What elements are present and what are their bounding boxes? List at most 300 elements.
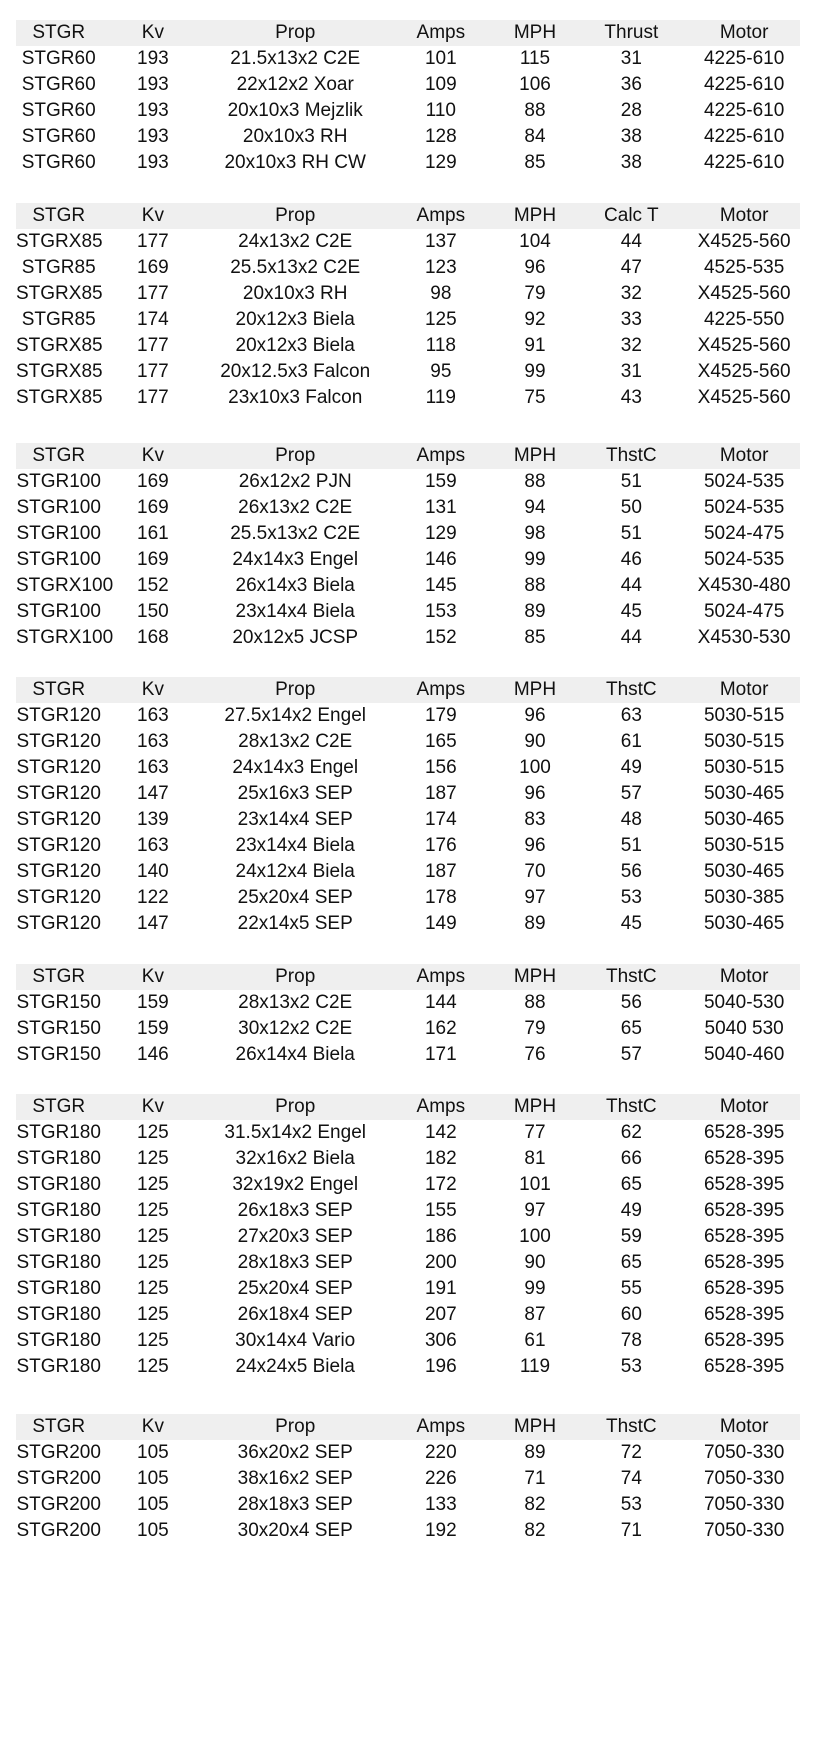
thrust-cell: 59 (620, 1226, 642, 1247)
table-row (16, 625, 800, 651)
kv-cell: 125 (137, 1226, 169, 1247)
thrust-cell: 60 (620, 1304, 642, 1325)
motor-cell: 4225-610 (703, 152, 785, 173)
amps-cell: 178 (424, 887, 457, 908)
table-row (16, 72, 800, 98)
column-header: MPH (496, 964, 575, 990)
kv-cell: 169 (137, 549, 169, 570)
mph-cell: 99 (524, 549, 546, 570)
kv-cell: 105 (137, 1494, 169, 1515)
amps-cell: 226 (424, 1468, 457, 1489)
motor-cell: 6528-395 (703, 1304, 785, 1325)
amps-cell: 145 (424, 575, 457, 596)
motor-cell: 5030-465 (703, 809, 785, 830)
motor-cell: 5040-530 (703, 992, 785, 1013)
thrust-cell: 48 (620, 809, 642, 830)
stgr-cell: STGR100 (16, 601, 101, 622)
column-header: ThstC (574, 964, 688, 990)
stgr-cell: STGR60 (21, 152, 96, 173)
amps-cell: 191 (424, 1278, 457, 1299)
amps-cell: 152 (424, 627, 457, 648)
amps-cell: 192 (424, 1520, 457, 1541)
table-row (16, 599, 800, 625)
column-header: Kv (101, 964, 204, 990)
amps-cell: 174 (424, 809, 457, 830)
kv-cell: 177 (137, 361, 169, 382)
column-header: Prop (204, 203, 386, 229)
thrust-cell: 43 (620, 387, 642, 408)
column-header: Motor (688, 443, 800, 469)
thrust-cell: 71 (620, 1520, 642, 1541)
stgr-cell: STGR120 (16, 731, 101, 752)
table-row (16, 385, 800, 411)
motor-cell: X4530-530 (697, 627, 791, 648)
column-header: ThstC (574, 1094, 688, 1120)
column-header: STGR (16, 203, 101, 229)
stgr-cell: STGRX85 (16, 231, 103, 252)
thrust-cell: 74 (620, 1468, 642, 1489)
kv-cell: 122 (137, 887, 169, 908)
motor-cell: 5030-385 (703, 887, 785, 908)
prop-cell: 26x14x4 Biela (235, 1044, 355, 1065)
mph-cell: 99 (524, 361, 546, 382)
mph-cell: 70 (524, 861, 546, 882)
column-header: ThstC (574, 677, 688, 703)
table-row (16, 495, 800, 521)
mph-cell: 89 (524, 1442, 546, 1463)
kv-cell: 193 (137, 74, 169, 95)
stgr-cell: STGR120 (16, 757, 101, 778)
table-row (16, 1042, 800, 1068)
prop-cell: 26x13x2 C2E (238, 497, 353, 518)
kv-cell: 150 (137, 601, 169, 622)
thrust-cell: 53 (620, 1494, 642, 1515)
stgr-cell: STGRX85 (16, 283, 103, 304)
mph-cell: 101 (519, 1174, 551, 1195)
kv-cell: 152 (137, 575, 169, 596)
amps-cell: 149 (424, 913, 457, 934)
stgr-cell: STGR150 (16, 1018, 101, 1039)
amps-cell: 172 (424, 1174, 457, 1195)
table-row (16, 1172, 800, 1198)
thrust-cell: 65 (620, 1174, 642, 1195)
motor-cell: X4525-560 (697, 231, 791, 252)
motor-cell: 5024-475 (703, 523, 785, 544)
prop-cell: 26x14x3 Biela (235, 575, 355, 596)
amps-cell: 123 (424, 257, 457, 278)
motor-cell: 5040 530 (704, 1018, 784, 1039)
mph-cell: 85 (524, 152, 546, 173)
spec-table (16, 443, 800, 651)
stgr-cell: STGRX85 (16, 361, 103, 382)
mph-cell: 91 (524, 335, 546, 356)
column-header: Motor (688, 677, 800, 703)
amps-cell: 110 (425, 100, 456, 121)
mph-cell: 96 (524, 835, 546, 856)
prop-cell: 24x13x2 C2E (238, 231, 353, 252)
amps-cell: 162 (424, 1018, 457, 1039)
kv-cell: 125 (137, 1304, 169, 1325)
mph-cell: 85 (524, 627, 546, 648)
spec-table (16, 20, 800, 176)
prop-cell: 30x14x4 Vario (235, 1330, 356, 1351)
kv-cell: 147 (137, 783, 169, 804)
kv-cell: 125 (137, 1174, 169, 1195)
prop-cell: 20x12x3 Biela (235, 309, 355, 330)
column-header: Prop (204, 443, 386, 469)
column-header: Amps (386, 1414, 495, 1440)
thrust-cell: 44 (620, 627, 642, 648)
thrust-cell: 53 (620, 887, 642, 908)
thrust-cell: 65 (620, 1252, 642, 1273)
motor-cell: X4525-560 (697, 361, 791, 382)
amps-cell: 128 (424, 126, 457, 147)
table-row (16, 1328, 800, 1354)
prop-cell: 25x20x4 SEP (237, 887, 353, 908)
stgr-cell: STGR60 (21, 48, 96, 69)
mph-cell: 104 (519, 231, 551, 252)
table-row (16, 885, 800, 911)
column-header: MPH (496, 20, 575, 46)
prop-cell: 20x10x3 RH CW (224, 152, 366, 173)
column-header: Amps (386, 20, 495, 46)
mph-cell: 97 (524, 1200, 546, 1221)
thrust-cell: 32 (620, 283, 642, 304)
motor-cell: 4525-535 (703, 257, 785, 278)
column-header: Prop (204, 964, 386, 990)
mph-cell: 81 (524, 1148, 546, 1169)
column-header: Amps (386, 443, 495, 469)
kv-cell: 163 (137, 731, 169, 752)
kv-cell: 163 (137, 705, 169, 726)
stgr-cell: STGR85 (21, 309, 96, 330)
table-row (16, 98, 800, 124)
prop-cell: 30x12x2 C2E (238, 1018, 353, 1039)
amps-cell: 131 (424, 497, 457, 518)
amps-cell: 146 (424, 549, 457, 570)
kv-cell: 105 (137, 1520, 169, 1541)
spec-table (16, 1414, 800, 1544)
kv-cell: 168 (137, 627, 169, 648)
stgr-cell: STGR180 (16, 1330, 101, 1351)
motor-cell: 4225-610 (703, 48, 785, 69)
stgr-cell: STGR150 (16, 992, 101, 1013)
column-header: Amps (386, 964, 495, 990)
prop-cell: 26x12x2 PJN (238, 471, 352, 492)
amps-cell: 196 (424, 1356, 457, 1377)
table-row (16, 1250, 800, 1276)
table-row (16, 1466, 800, 1492)
stgr-cell: STGR120 (16, 913, 101, 934)
prop-cell: 25.5x13x2 C2E (230, 257, 361, 278)
prop-cell: 28x13x2 C2E (238, 731, 353, 752)
prop-cell: 31.5x14x2 Engel (224, 1122, 366, 1143)
prop-cell: 22x14x5 SEP (237, 913, 353, 934)
amps-cell: 165 (424, 731, 457, 752)
header-row (16, 677, 800, 703)
table-row (16, 1354, 800, 1380)
motor-cell: 7050-330 (703, 1442, 785, 1463)
column-header: Kv (101, 20, 204, 46)
mph-cell: 96 (524, 257, 546, 278)
prop-cell: 28x18x3 SEP (237, 1252, 353, 1273)
table-row (16, 1224, 800, 1250)
stgr-cell: STGR120 (16, 783, 101, 804)
table-row (16, 1302, 800, 1328)
prop-cell: 28x18x3 SEP (237, 1494, 353, 1515)
stgr-cell: STGR100 (16, 523, 101, 544)
column-header: MPH (496, 1414, 575, 1440)
thrust-cell: 72 (620, 1442, 642, 1463)
prop-cell: 20x10x3 Mejzlik (227, 100, 363, 121)
table-row (16, 1492, 800, 1518)
column-header: Prop (204, 1094, 386, 1120)
spec-table (16, 203, 800, 411)
prop-cell: 24x12x4 Biela (235, 861, 355, 882)
prop-cell: 20x10x3 RH (242, 126, 348, 147)
table-row (16, 281, 800, 307)
kv-cell: 161 (137, 523, 169, 544)
mph-cell: 75 (524, 387, 546, 408)
prop-cell: 27x20x3 SEP (237, 1226, 353, 1247)
amps-cell: 200 (424, 1252, 457, 1273)
header-row (16, 1414, 800, 1440)
mph-cell: 88 (524, 992, 546, 1013)
motor-cell: 4225-610 (703, 74, 785, 95)
motor-cell: 5024-535 (703, 549, 785, 570)
motor-cell: 6528-395 (703, 1200, 785, 1221)
thrust-cell: 31 (620, 48, 642, 69)
prop-cell: 20x12x3 Biela (235, 335, 355, 356)
stgr-cell: STGRX85 (16, 335, 103, 356)
column-header: MPH (496, 203, 575, 229)
column-header: STGR (16, 443, 101, 469)
kv-cell: 193 (137, 48, 169, 69)
table-row (16, 729, 800, 755)
amps-cell: 187 (424, 783, 457, 804)
thrust-cell: 53 (620, 1356, 642, 1377)
prop-cell: 25x20x4 SEP (237, 1278, 353, 1299)
amps-cell: 125 (424, 309, 457, 330)
table-row (16, 150, 800, 176)
kv-cell: 177 (137, 283, 169, 304)
table-row (16, 307, 800, 333)
amps-cell: 187 (424, 861, 457, 882)
table-row (16, 359, 800, 385)
thrust-cell: 28 (620, 100, 642, 121)
thrust-cell: 57 (620, 783, 642, 804)
column-header: Kv (101, 443, 204, 469)
mph-cell: 87 (524, 1304, 546, 1325)
stgr-cell: STGR150 (16, 1044, 101, 1065)
amps-cell: 153 (424, 601, 457, 622)
table-row (16, 1440, 800, 1466)
thrust-cell: 45 (620, 601, 642, 622)
prop-cell: 24x14x3 Engel (232, 757, 359, 778)
thrust-cell: 31 (620, 361, 642, 382)
kv-cell: 105 (137, 1468, 169, 1489)
column-header: Prop (204, 20, 386, 46)
motor-cell: X4525-560 (697, 335, 791, 356)
kv-cell: 177 (137, 335, 169, 356)
header-row (16, 964, 800, 990)
column-header: MPH (496, 677, 575, 703)
column-header: ThstC (574, 1414, 688, 1440)
mph-cell: 61 (524, 1330, 546, 1351)
prop-cell: 26x18x4 SEP (237, 1304, 353, 1325)
amps-cell: 133 (424, 1494, 457, 1515)
kv-cell: 125 (137, 1330, 169, 1351)
kv-cell: 169 (137, 497, 169, 518)
amps-cell: 142 (424, 1122, 457, 1143)
prop-cell: 20x12x5 JCSP (232, 627, 359, 648)
thrust-cell: 63 (620, 705, 642, 726)
motor-cell: 7050-330 (703, 1494, 785, 1515)
stgr-cell: STGR120 (16, 809, 101, 830)
amps-cell: 109 (424, 74, 457, 95)
thrust-cell: 51 (620, 835, 642, 856)
mph-cell: 106 (519, 74, 551, 95)
table-row (16, 1016, 800, 1042)
table-row (16, 990, 800, 1016)
thrust-cell: 45 (620, 913, 642, 934)
stgr-cell: STGR200 (16, 1468, 101, 1489)
table-row (16, 1276, 800, 1302)
prop-cell: 26x18x3 SEP (237, 1200, 353, 1221)
column-header: STGR (16, 1414, 101, 1440)
amps-cell: 171 (424, 1044, 457, 1065)
kv-cell: 147 (137, 913, 169, 934)
amps-cell: 186 (424, 1226, 457, 1247)
motor-cell: 6528-395 (703, 1148, 785, 1169)
amps-cell: 156 (424, 757, 457, 778)
mph-cell: 90 (524, 731, 546, 752)
mph-cell: 89 (524, 601, 546, 622)
prop-cell: 38x16x2 SEP (237, 1468, 353, 1489)
amps-cell: 95 (430, 361, 452, 382)
prop-cell: 25x16x3 SEP (237, 783, 353, 804)
mph-cell: 98 (524, 523, 546, 544)
prop-cell: 27.5x14x2 Engel (224, 705, 366, 726)
amps-cell: 137 (424, 231, 457, 252)
stgr-cell: STGRX85 (16, 387, 103, 408)
stgr-cell: STGR60 (21, 126, 96, 147)
stgr-cell: STGR85 (21, 257, 96, 278)
thrust-cell: 44 (620, 231, 642, 252)
motor-cell: 5024-535 (703, 471, 785, 492)
amps-cell: 155 (424, 1200, 457, 1221)
kv-cell: 140 (137, 861, 169, 882)
stgr-cell: STGR180 (16, 1200, 101, 1221)
mph-cell: 88 (524, 471, 546, 492)
stgr-cell: STGR120 (16, 705, 101, 726)
motor-cell: 5030-465 (703, 861, 785, 882)
motor-cell: X4525-560 (697, 387, 791, 408)
kv-cell: 146 (137, 1044, 169, 1065)
table-row (16, 229, 800, 255)
table-row (16, 547, 800, 573)
column-header: Amps (386, 203, 495, 229)
kv-cell: 105 (137, 1442, 169, 1463)
mph-cell: 100 (519, 757, 551, 778)
kv-cell: 125 (137, 1122, 169, 1143)
thrust-cell: 47 (620, 257, 642, 278)
motor-cell: 5030-465 (703, 913, 785, 934)
mph-cell: 96 (524, 705, 546, 726)
thrust-cell: 66 (620, 1148, 642, 1169)
kv-cell: 125 (137, 1200, 169, 1221)
kv-cell: 125 (137, 1252, 169, 1273)
column-header: Kv (101, 203, 204, 229)
motor-cell: 4225-550 (703, 309, 785, 330)
thrust-cell: 78 (620, 1330, 642, 1351)
spec-table (16, 677, 800, 937)
header-row (16, 203, 800, 229)
table-row (16, 781, 800, 807)
motor-cell: 5030-465 (703, 783, 785, 804)
column-header: Motor (688, 20, 800, 46)
mph-cell: 90 (524, 1252, 546, 1273)
mph-cell: 89 (524, 913, 546, 934)
thrust-cell: 49 (620, 1200, 642, 1221)
thrust-cell: 51 (620, 523, 642, 544)
kv-cell: 193 (137, 100, 169, 121)
thrust-cell: 38 (620, 126, 642, 147)
header-row (16, 443, 800, 469)
motor-cell: 6528-395 (703, 1252, 785, 1273)
motor-cell: 6528-395 (703, 1356, 785, 1377)
motor-cell: 5030-515 (703, 835, 785, 856)
stgr-cell: STGR120 (16, 887, 101, 908)
kv-cell: 169 (137, 471, 169, 492)
motor-cell: 6528-395 (703, 1122, 785, 1143)
stgr-cell: STGR100 (16, 549, 101, 570)
motor-cell: 5030-515 (703, 705, 785, 726)
thrust-cell: 51 (620, 471, 642, 492)
thrust-cell: 50 (620, 497, 642, 518)
stgr-cell: STGR200 (16, 1494, 101, 1515)
column-header: Prop (204, 1414, 386, 1440)
stgr-cell: STGR120 (16, 861, 101, 882)
table-row (16, 1146, 800, 1172)
prop-cell: 24x14x3 Engel (232, 549, 359, 570)
mph-cell: 82 (524, 1520, 546, 1541)
column-header: STGR (16, 1094, 101, 1120)
column-header: Prop (204, 677, 386, 703)
motor-cell: 7050-330 (703, 1520, 785, 1541)
amps-cell: 129 (424, 152, 457, 173)
kv-cell: 139 (137, 809, 169, 830)
mph-cell: 88 (524, 575, 546, 596)
amps-cell: 129 (424, 523, 457, 544)
column-header: STGR (16, 964, 101, 990)
motor-cell: 6528-395 (703, 1330, 785, 1351)
stgr-cell: STGR180 (16, 1226, 101, 1247)
prop-cell: 23x10x3 Falcon (228, 387, 363, 408)
amps-cell: 207 (424, 1304, 457, 1325)
stgr-cell: STGR60 (21, 100, 96, 121)
thrust-cell: 32 (620, 335, 642, 356)
stgr-cell: STGR200 (16, 1520, 101, 1541)
kv-cell: 169 (137, 257, 169, 278)
thrust-cell: 49 (620, 757, 642, 778)
mph-cell: 119 (519, 1356, 551, 1377)
stgr-cell: STGRX100 (16, 627, 114, 648)
mph-cell: 71 (524, 1468, 546, 1489)
mph-cell: 83 (524, 809, 546, 830)
motor-cell: 7050-330 (703, 1468, 785, 1489)
amps-cell: 179 (424, 705, 457, 726)
